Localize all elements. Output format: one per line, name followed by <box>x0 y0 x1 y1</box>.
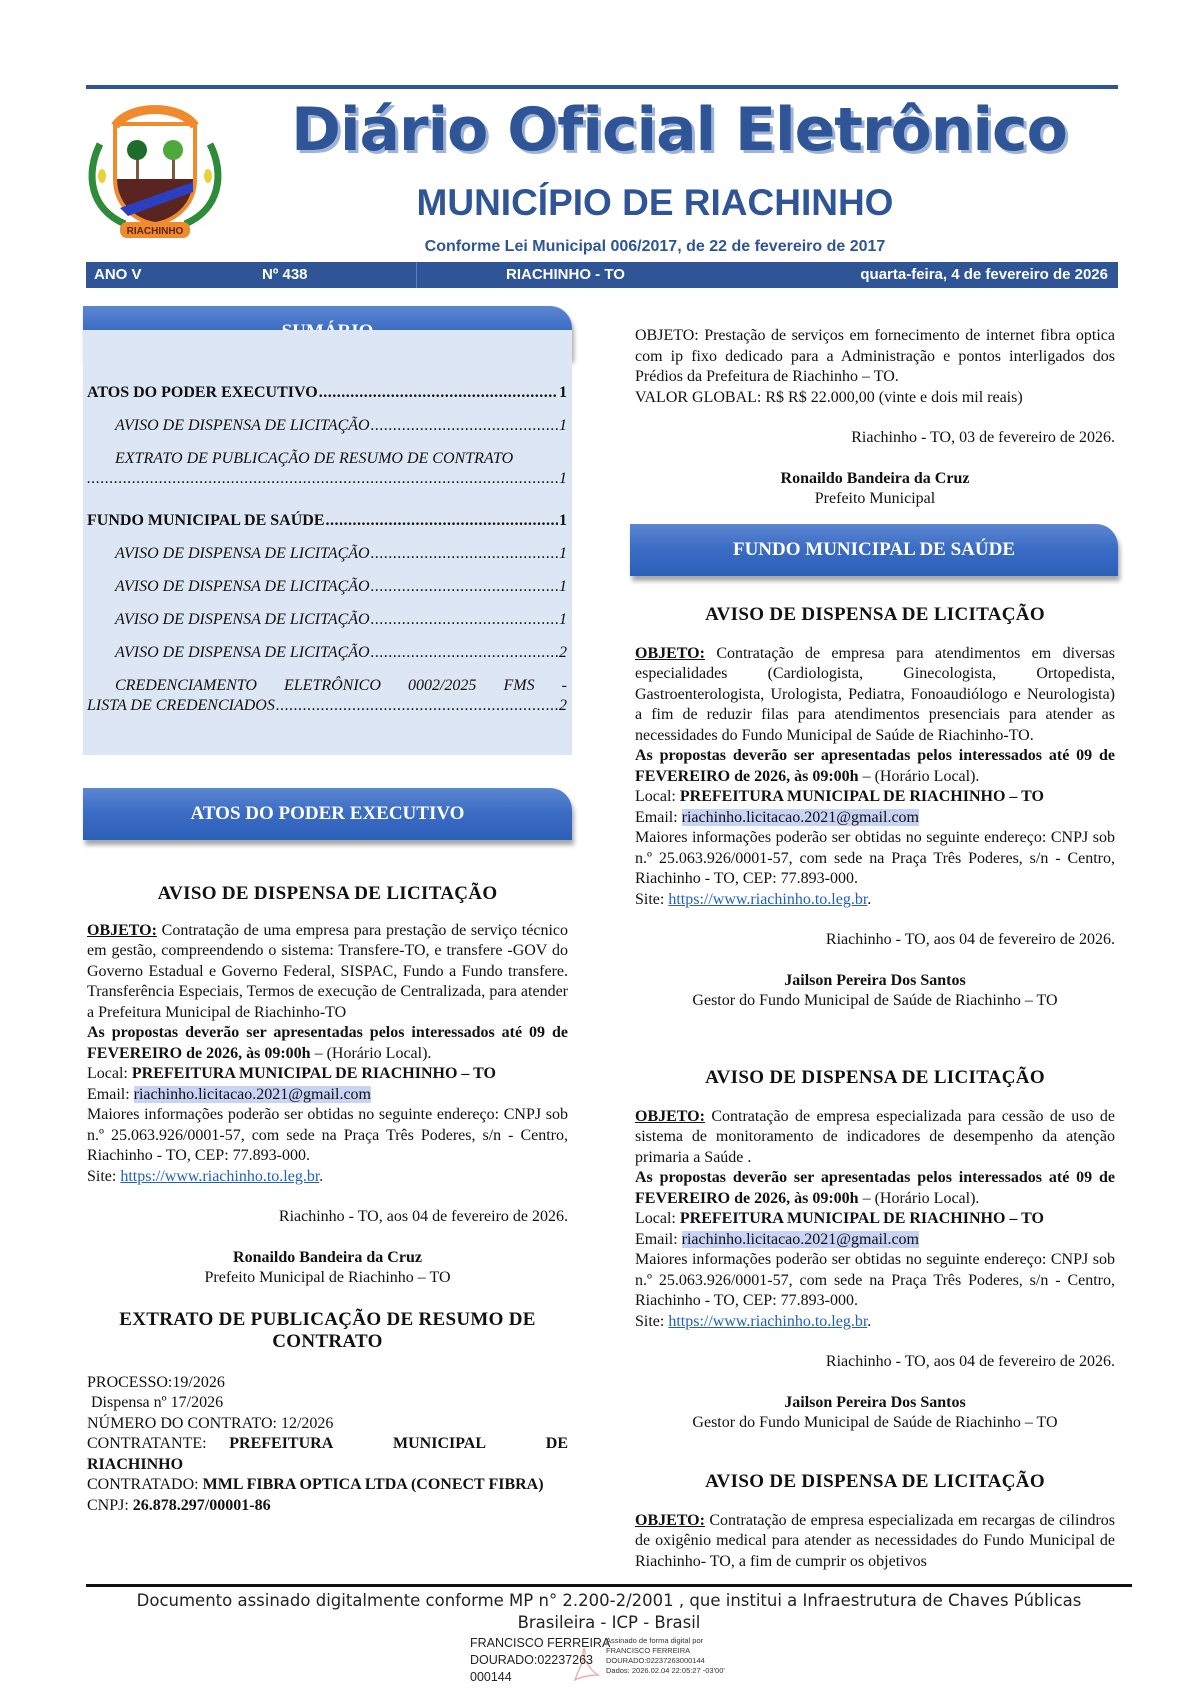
edition-info-bar <box>86 262 1118 288</box>
objeto-paragraph: OBJETO: Contratação de empresa especializada em recargas de cilindros de oxigênio medical para atender as necessidades do Fundo Municipal de Riachinho- TO, a fim de cumprir os objetivos <box>635 1511 1115 1570</box>
aviso-heading: AVISO DE DISPENSA DE LICITAÇÃO <box>157 883 498 904</box>
section-banner-executivo: ATOS DO PODER EXECUTIVO <box>83 788 572 840</box>
site-link[interactable]: https://www.riachinho.to.leg.br <box>668 1312 868 1330</box>
proposals-deadline: As propostas deverão ser apresentadas pelos interessados até 09 de FEVEREIRO de 2026, às 09:00h – (Horário Local). <box>635 1169 1115 1207</box>
aviso-heading: AVISO DE DISPENSA DE LICITAÇÃO <box>705 1471 1045 1492</box>
info-paragraph: Maiores informações poderão ser obtidas no seguinte endereço: CNPJ sob n.º 25.063.926/0001-57, com sede na Praça Três Poderes, s/n - Centro, Riachinho - TO, CEP: 77.893-000. <box>87 1106 568 1164</box>
objeto-paragraph: OBJETO: Contratação de empresa para atendimentos em diversas especialidades (Cardiologista, Ginecologista, Ortopedista, Gastroenterologista, Urologista, Pediatra, Fonoaudiólogo e Neurologista) a fim de reduzir filas para atendimentos presenciais para atender as necessidades do Fundo Municipal de Saúde de Riachinho-TO. <box>635 644 1115 744</box>
signer-role: Prefeito Municipal <box>814 490 936 507</box>
extrato-numero: NÚMERO DO CONTRATO: 12/2026 <box>87 1414 334 1432</box>
toc-item-aviso-dispensa[interactable]: AVISO DE DISPENSA DE LICITAÇÃO ..... 1 <box>87 578 567 611</box>
date-line: Riachinho - TO, aos 04 de fevereiro de 2026. <box>278 1208 568 1225</box>
site-line: Site: https://www.riachinho.to.leg.br. <box>635 1312 872 1330</box>
footer-rule <box>86 1584 1132 1587</box>
toc-item-credenciamento-line1[interactable]: CREDENCIAMENTO ELETRÔNICO 0002/2025 FMS - <box>115 677 567 694</box>
extrato-contratante: CONTRATANTE: PREFEITURA MUNICIPAL DE RIACHINHO <box>87 1435 569 1473</box>
extrato-dispensa: Dispensa nº 17/2026 <box>87 1394 224 1411</box>
location-line: Local: PREFEITURA MUNICIPAL DE RIACHINHO – TO <box>635 788 1044 805</box>
toc-item-extrato-line1[interactable]: EXTRATO DE PUBLICAÇÃO DE RESUMO DE CONTRATO <box>115 450 514 467</box>
toc-item-aviso-dispensa[interactable]: AVISO DE DISPENSA DE LICITAÇÃO ..... 1 <box>87 611 567 644</box>
toc-item-credenciamento-line2[interactable]: LISTA DE CREDENCIADOS ..... 2 <box>87 697 567 719</box>
site-link[interactable]: https://www.riachinho.to.leg.br <box>120 1167 320 1185</box>
edition-year: ANO V <box>94 266 142 283</box>
signature-details: Assinado de forma digital por FRANCISCO FERREIRA DOURADO:02237263000144 Dados: 2026.02.04 22:05:27 -03'00' <box>606 1636 725 1675</box>
proposals-deadline: As propostas deverão ser apresentadas pelos interessados até 09 de FEVEREIRO de 2026, às 09:00h – (Horário Local). <box>635 747 1115 785</box>
extrato-heading: EXTRATO DE PUBLICAÇÃO DE RESUMO DE CONTRATO <box>119 1308 536 1352</box>
aviso-saude-2 <box>635 1068 1115 1434</box>
section-banner-saude: FUNDO MUNICIPAL DE SAÚDE <box>630 524 1118 576</box>
signer-certificate-name: FRANCISCO FERREIRA DOURADO:02237263 000144 <box>470 1636 611 1684</box>
location-line: Local: PREFEITURA MUNICIPAL DE RIACHINHO – TO <box>87 1065 496 1082</box>
extrato-objeto: OBJETO: Prestação de serviços em fornecimento de internet fibra optica com ip fixo dedicado para a Administração e pontos interligados dos Prédios da Prefeitura de Riachinho – TO. <box>635 327 1115 385</box>
signer-name: Ronaildo Bandeira da Cruz <box>233 1248 422 1266</box>
aviso-heading: AVISO DE DISPENSA DE LICITAÇÃO <box>705 1067 1045 1088</box>
signer-role: Gestor do Fundo Municipal de Saúde de Riachinho – TO <box>692 992 1058 1009</box>
law-reference: Conforme Lei Municipal 006/2017, de 22 de fevereiro de 2017 <box>424 238 886 255</box>
extrato-valor: VALOR GLOBAL: R$ R$ 22.000,00 (vinte e dois mil reais) <box>635 388 1023 406</box>
toc-item-aviso-dispensa[interactable]: AVISO DE DISPENSA DE LICITAÇÃO ..... 1 <box>87 545 567 578</box>
municipal-crest-logo <box>80 104 230 242</box>
signer-name: Jailson Pereira Dos Santos <box>784 1393 966 1411</box>
table-of-contents <box>87 384 567 719</box>
email-link[interactable]: riachinho.licitacao.2021@gmail.com <box>133 1085 371 1103</box>
email-line: Email: riachinho.licitacao.2021@gmail.com <box>635 808 919 826</box>
edition-date: quarta-feira, 4 de fevereiro de 2026 <box>860 266 1108 283</box>
proposals-deadline: As propostas deverão ser apresentadas pelos interessados até 09 de FEVEREIRO de 2026, às 09:00h – (Horário Local). <box>87 1024 568 1062</box>
toc-item-aviso-dispensa[interactable]: AVISO DE DISPENSA DE LICITAÇÃO ..... 1 <box>87 417 567 450</box>
edition-place: RIACHINHO - TO <box>506 266 625 283</box>
info-paragraph: Maiores informações poderão ser obtidas no seguinte endereço: CNPJ sob n.º 25.063.926/0001-57, com sede na Praça Três Poderes, s/n - Centro, Riachinho - TO, CEP: 77.893-000. <box>635 829 1115 887</box>
toc-item-extrato-line2[interactable]: ..... 1 <box>87 470 567 512</box>
toc-item-atos-executivo[interactable]: ATOS DO PODER EXECUTIVO ..... 1 <box>87 384 567 417</box>
signer-role: Prefeito Municipal de Riachinho – TO <box>204 1269 451 1286</box>
aviso-saude-1 <box>635 605 1115 1012</box>
date-line: Riachinho - TO, aos 04 de fevereiro de 2026. <box>825 1353 1115 1370</box>
email-line: Email: riachinho.licitacao.2021@gmail.com <box>635 1230 919 1248</box>
extrato-processo: PROCESSO:19/2026 <box>87 1373 225 1391</box>
info-paragraph: Maiores informações poderão ser obtidas no seguinte endereço: CNPJ sob n.º 25.063.926/0001-57, com sede na Praça Três Poderes, s/n - Centro, Riachinho - TO, CEP: 77.893-000. <box>635 1251 1115 1309</box>
site-link[interactable]: https://www.riachinho.to.leg.br <box>668 890 868 908</box>
toc-item-aviso-dispensa[interactable]: AVISO DE DISPENSA DE LICITAÇÃO ..... 2 <box>87 644 567 677</box>
digital-signature-note: Documento assinado digitalmente conforme MP n° 2.200-2/2001 , que institui a Infraestrutura de Chaves Públicas Brasileira - ICP - Brasil <box>136 1591 1082 1632</box>
newspaper-title: Diário Oficial Eletrônico <box>291 95 1067 165</box>
signer-role: Gestor do Fundo Municipal de Saúde de Riachinho – TO <box>692 1414 1058 1431</box>
extrato-cnpj: CNPJ: 26.878.297/00001-86 <box>87 1496 271 1514</box>
date-line: Riachinho - TO, 03 de fevereiro de 2026. <box>851 429 1115 446</box>
edition-number: Nº 438 <box>262 266 308 283</box>
aviso-heading: AVISO DE DISPENSA DE LICITAÇÃO <box>705 604 1045 625</box>
email-line: Email: riachinho.licitacao.2021@gmail.com <box>87 1085 371 1103</box>
svg-text:RIACHINHO: RIACHINHO <box>126 226 184 237</box>
site-line: Site: https://www.riachinho.to.leg.br. <box>87 1167 324 1185</box>
email-link[interactable]: riachinho.licitacao.2021@gmail.com <box>681 1230 919 1248</box>
location-line: Local: PREFEITURA MUNICIPAL DE RIACHINHO – TO <box>635 1210 1044 1227</box>
signer-name: Ronaildo Bandeira da Cruz <box>780 469 970 487</box>
signer-name: Jailson Pereira Dos Santos <box>784 971 966 989</box>
date-line: Riachinho - TO, aos 04 de fevereiro de 2026. <box>825 931 1115 948</box>
aviso-saude-3 <box>635 1472 1115 1572</box>
email-link[interactable]: riachinho.licitacao.2021@gmail.com <box>681 808 919 826</box>
municipality-subtitle: MUNICÍPIO DE RIACHINHO <box>416 182 894 223</box>
header-top-rule <box>86 85 1118 89</box>
infobar-divider <box>416 262 417 288</box>
extrato-continuation <box>635 326 1115 510</box>
aviso-executivo <box>87 884 568 1516</box>
site-line: Site: https://www.riachinho.to.leg.br. <box>635 890 872 908</box>
objeto-paragraph: OBJETO: Contratação de uma empresa para prestação de serviço técnico em gestão, compreendendo o sistema: Transfere-TO, e transfere -GOV do Governo Estadual e Governo Federal, SISPAC, Fundo a Fundo transfere. Transferência Especiais, Termos de execução de Centralizada, para atender a Prefeitura Municipal de Riachinho-TO <box>87 921 568 1021</box>
objeto-paragraph: OBJETO: Contratação de empresa especializada para cessão de uso de sistema de monitoramento de indicadores de desempenho da atenção primaria a Saúde . <box>635 1107 1115 1166</box>
extrato-contratado: CONTRATADO: MML FIBRA OPTICA LTDA (CONECT FIBRA) <box>87 1476 544 1493</box>
toc-item-fundo-saude[interactable]: FUNDO MUNICIPAL DE SAÚDE ..... 1 <box>87 512 567 545</box>
